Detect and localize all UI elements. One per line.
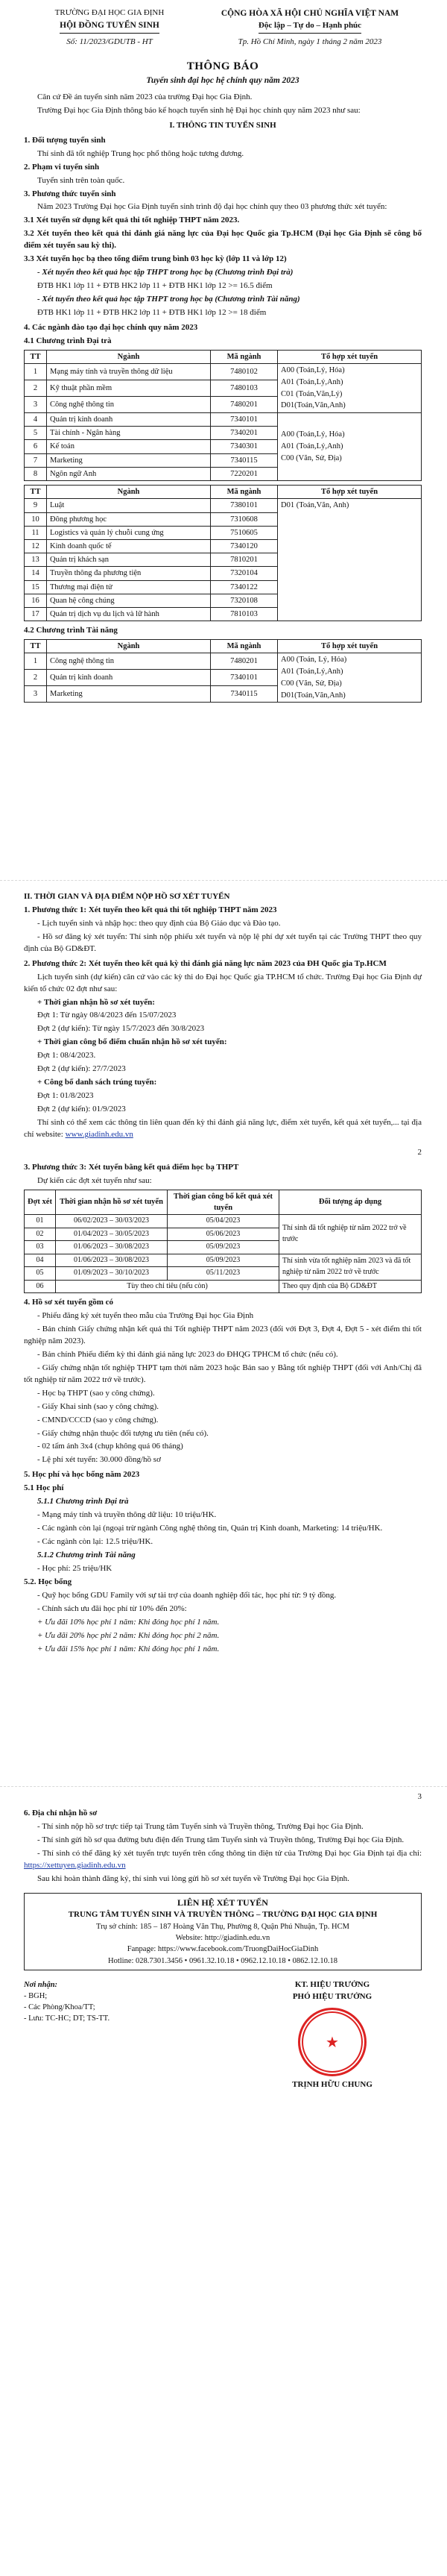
table-row [25, 653, 422, 670]
doc-date: Tp. Hồ Chí Minh, ngày 1 tháng 2 năm 2023 [238, 37, 382, 46]
cell-receive: 01/04/2023 – 30/05/2023 [56, 1228, 168, 1241]
paragraph: Đợt 1: Từ ngày 08/4/2023 đến 15/07/2023 [37, 1011, 177, 1020]
table-row [25, 1215, 422, 1228]
combo-line: A01 (Toán,Lý,Anh) [281, 377, 343, 386]
cell-code: 7320104 [211, 567, 278, 580]
paragraph: + Ưu đãi 10% học phí 1 năm: Khi đóng học phí 1 năm. [37, 1617, 220, 1627]
cell-tt: 12 [25, 539, 47, 553]
page-break [24, 1143, 422, 1162]
cell-announce: 05/06/2023 [168, 1228, 279, 1241]
cell-name: Quản trị dịch vụ du lịch và lữ hành [47, 608, 211, 621]
formula: ĐTB HK1 lớp 11 + ĐTB HK2 lớp 11 + ĐTB HK1 lớp 12 >= 16.5 điểm [37, 281, 273, 291]
list-item: - Phiếu đăng ký xét tuyển theo mẫu của Trường Đại học Gia Định [37, 1311, 254, 1321]
cell-name: Quản trị kinh doanh [47, 670, 211, 686]
cell-combo [278, 413, 422, 481]
paragraph: Đợt 2 (dự kiến): 01/9/2023 [37, 1105, 126, 1113]
table-row [25, 1254, 422, 1267]
cell-code: 7810201 [211, 553, 278, 567]
subheading: 4.1 Chương trình Đại trà [24, 336, 112, 345]
majors-table-2 [24, 485, 422, 621]
cell-tt: 2 [25, 380, 47, 397]
paragraph: Thí sinh đã tốt nghiệp Trung học phổ thông hoặc tương đương. [37, 148, 244, 158]
nation-title: CỘNG HÒA XÃ HỘI CHỦ NGHĨA VIỆT NAM [221, 9, 399, 18]
doc-subtitle: Tuyển sinh đại học hệ chính quy năm 2023 [146, 76, 299, 86]
star-icon: ★ [326, 2034, 339, 2051]
paragraph: Sau khi hoàn thành đăng ký, thí sinh vui lòng gửi hồ sơ xét tuyển về Trường Đại học Gia Định. [37, 1873, 349, 1883]
heading: 4. Các ngành đào tạo đại học chính quy năm 2023 [24, 322, 198, 332]
cell-receive: 01/06/2023 – 30/08/2023 [56, 1254, 168, 1267]
cell-code: 7320108 [211, 594, 278, 607]
note-text: Thí sinh có thể xem các thông tin liên quan đến kỳ thi đánh giá năng lực, điểm xét tuyển, kết quả xét tuyển,... tại địa chỉ website: [24, 1117, 422, 1139]
heading: 5. Học phí và học bổng năm 2023 [24, 1470, 140, 1480]
heading: 1. Phương thức 1: Xét tuyển theo kết quả thi tốt nghiệp THPT năm 2023 [24, 905, 277, 914]
cell-tt: 14 [25, 567, 47, 580]
cell-name: Đông phương học [47, 512, 211, 526]
paragraph: Đợt 2 (dự kiến): 27/7/2023 [37, 1064, 126, 1074]
combo-line: C01 (Toán,Văn,Lý) [281, 389, 343, 398]
cell-tt: 3 [25, 686, 47, 703]
cell-announce: 05/09/2023 [168, 1254, 279, 1267]
subheading: + Công bố danh sách trúng tuyển: [37, 1078, 157, 1087]
col-header: Tổ hợp xét tuyển [278, 640, 422, 653]
cell-combo [278, 364, 422, 413]
heading: 2. Phương thức 2: Xét tuyển theo kết quả kỳ thi đánh giá năng lực năm 2023 của ĐH Quốc gia Tp.HCM [24, 958, 387, 968]
paragraph: Đợt 1: 08/4/2023. [37, 1051, 96, 1061]
cell-name: Quản trị khách sạn [47, 553, 211, 567]
cell-tt: 1 [25, 653, 47, 670]
formula: ĐTB HK1 lớp 11 + ĐTB HK2 lớp 11 + ĐTB HK1 lớp 12 >= 18 điểm [37, 307, 267, 317]
paragraph: - Các ngành còn lại (ngoại trừ ngành Công nghệ thông tin, Quản trị Kinh doanh, Marketing: 14 triệu/HK. [37, 1524, 383, 1533]
cell-tt: 10 [25, 512, 47, 526]
heading: 1. Đối tượng tuyển sinh [24, 135, 106, 145]
combo-line: A00 (Toán,Lý, Hóa) [281, 366, 345, 374]
cell-dot: 02 [25, 1228, 56, 1241]
combo-line: A01 (Toán,Lý,Anh) [281, 667, 343, 676]
contact-org: TRUNG TÂM TUYỂN SINH VÀ TRUYỀN THÔNG – TRƯỜNG ĐẠI HỌC GIA ĐỊNH [68, 1910, 378, 1920]
cell-receive: Tùy theo chỉ tiêu (nếu còn) [56, 1280, 279, 1293]
combo-line: A00 (Toán,Lý, Hóa) [281, 430, 345, 439]
paragraph-text: - Thí sinh có thể đăng ký xét tuyển trực tuyến trên cổng thông tin điện tử của Trường Đại học Gia Định tại địa chỉ: [37, 1848, 422, 1858]
method-sub-title: - Xét tuyển theo kết quả học tập THPT trong học bạ (Chương trình Tài năng) [37, 295, 300, 304]
page-number: 3 [417, 1792, 422, 1801]
cell-tt: 9 [25, 499, 47, 512]
contact-website[interactable]: Website: http://giadinh.edu.vn [175, 1934, 270, 1943]
col-header: TT [25, 350, 47, 363]
col-header: Đối tượng áp dụng [279, 1190, 422, 1214]
cell-code: 7480201 [211, 397, 278, 413]
subheading: + Thời gian công bố điểm chuẩn nhận hồ sơ xét tuyển: [37, 1037, 227, 1047]
cell-code: 7340115 [211, 453, 278, 467]
cell-tt: 5 [25, 427, 47, 440]
cell-dot: 01 [25, 1215, 56, 1228]
cell-tt: 8 [25, 467, 47, 480]
page-2 [0, 880, 447, 1787]
cell-code: 7340101 [211, 670, 278, 686]
cell-tt: 3 [25, 397, 47, 413]
cell-tt: 6 [25, 440, 47, 453]
cell-code: 7480201 [211, 653, 278, 670]
recipients-heading: Nơi nhận: [24, 1980, 58, 1989]
heading: 3. Phương thức 3: Xét tuyển bằng kết quả điểm học bạ THPT [24, 1162, 239, 1172]
schedule-table [24, 1190, 422, 1293]
list-item: - Giấy chứng nhận tốt nghiệp THPT tạm thời năm 2023 hoặc Bản sao y Bằng tốt nghiệp THPT (đối với Anh/Chị đã tốt nghiệp từ năm 2022 trở về trước). [24, 1363, 422, 1384]
paragraph: + Ưu đãi 20% học phí 2 năm: Khi đóng học phí 2 năm. [37, 1630, 220, 1640]
cell-code: 7340122 [211, 580, 278, 594]
cell-dot: 04 [25, 1254, 56, 1267]
contact-address: Trụ sở chính: 185 – 187 Hoàng Văn Thụ, Phường 8, Quận Phú Nhuận, Tp. HCM [96, 1922, 349, 1931]
table-row [25, 413, 422, 427]
cell-name: Công nghệ thông tin [47, 397, 211, 413]
subheading: 4.2 Chương trình Tài năng [24, 626, 118, 635]
cell-combo [278, 653, 422, 703]
signer-block [243, 1979, 422, 2091]
cell-code: 7220201 [211, 467, 278, 480]
cell-code: 7340301 [211, 440, 278, 453]
paragraph: - Quỹ học bổng GDU Family với sự tài trợ của doanh nghiệp đối tác, học phí từ: 9 tỷ đồng. [37, 1590, 337, 1600]
subheading: 5.1.1 Chương trình Đại trà [37, 1497, 129, 1507]
cell-name: Kỹ thuật phần mềm [47, 380, 211, 397]
cell-combo: D01 (Toán,Văn, Anh) [278, 499, 422, 621]
col-header: Thời gian nhận hồ sơ xét tuyển [56, 1190, 168, 1214]
contact-heading: LIÊN HỆ XÉT TUYỂN [177, 1897, 268, 1908]
cell-dot: 06 [25, 1280, 56, 1293]
cell-tt: 15 [25, 580, 47, 594]
heading: 4. Hồ sơ xét tuyển gồm có [24, 1298, 114, 1307]
paragraph: Tuyển sinh trên toàn quốc. [37, 175, 125, 185]
table-row [25, 499, 422, 512]
paragraph: - Hồ sơ đăng ký xét tuyển: Thí sinh nộp phiếu xét tuyển và nộp lệ phí dự xét tuyển tại các Trường THPT theo quy định của Bộ GD&ĐT. [24, 932, 422, 953]
cell-announce: 05/11/2023 [168, 1267, 279, 1281]
doc-title: THÔNG BÁO [186, 60, 259, 72]
paragraph: - Mạng máy tính và truyền thông dữ liệu: 10 triệu/HK. [37, 1510, 217, 1520]
col-header: Tổ hợp xét tuyển [278, 350, 422, 363]
paragraph [24, 1848, 422, 1872]
combo-line: D01(Toán,Văn,Anh) [281, 691, 346, 700]
col-header: Ngành [47, 640, 211, 653]
section-heading: I. THÔNG TIN TUYỂN SINH [169, 120, 276, 130]
cell-code: 7340201 [211, 427, 278, 440]
paragraph: - Học phí: 25 triệu/HK [37, 1563, 112, 1573]
cell-name: Ngôn ngữ Anh [47, 467, 211, 480]
cell-code: 7510605 [211, 526, 278, 539]
cell-tt: 13 [25, 553, 47, 567]
combo-line: C00 (Văn, Sử, Địa) [281, 453, 342, 462]
list-item: - Lệ phí xét tuyển: 30.000 đồng/hồ sơ [37, 1455, 161, 1465]
cell-code: 7380101 [211, 499, 278, 512]
org-unit: HỘI ĐỒNG TUYỂN SINH [60, 19, 159, 34]
cell-name: Truyền thông đa phương tiện [47, 567, 211, 580]
cell-name: Tài chính - Ngân hàng [47, 427, 211, 440]
signer-name: TRỊNH HỮU CHUNG [292, 2079, 372, 2089]
cell-tt: 7 [25, 453, 47, 467]
recipient-item: - Các Phòng/Khoa/TT; [24, 2003, 95, 2012]
cell-code: 7340115 [211, 686, 278, 703]
cell-code: 7480103 [211, 380, 278, 397]
majors-table-3 [24, 639, 422, 703]
cell-name: Thương mại điện tử [47, 580, 211, 594]
paragraph [24, 1117, 422, 1141]
contact-box [24, 1893, 422, 1970]
page-3 [0, 1786, 447, 2576]
document-header [24, 0, 422, 48]
cell-tt: 1 [25, 364, 47, 380]
paragraph: Đợt 1: 01/8/2023 [37, 1091, 94, 1101]
method-item: 3.1 Xét tuyển sử dụng kết quả thi tốt nghiệp THPT năm 2023. [24, 216, 240, 225]
table-row [25, 1280, 422, 1293]
cell-announce: 05/09/2023 [168, 1241, 279, 1254]
col-header: Mã ngành [211, 640, 278, 653]
paragraph: Lịch tuyển sinh (dự kiến) căn cứ vào các kỳ thi do Đại học Quốc gia TP.HCM tổ chức. Trường Đại học Gia Định dự kiến tổ chức 02 đợt như sau: [24, 972, 422, 993]
combo-line: D01(Toán,Văn,Anh) [281, 401, 346, 410]
cell-name: Quan hệ công chúng [47, 594, 211, 607]
cell-dot: 05 [25, 1267, 56, 1281]
method-sub-title: - Xét tuyển theo kết quả học tập THPT trong học bạ (Chương trình Đại trà) [37, 268, 294, 277]
signer-role: PHÓ HIỆU TRƯỞNG [292, 1991, 372, 2001]
col-header: Mã ngành [211, 350, 278, 363]
combo-line: C00 (Văn, Sử, Địa) [281, 679, 342, 688]
cell-name: Marketing [47, 686, 211, 703]
col-header: Mã ngành [211, 486, 278, 499]
cell-tt: 11 [25, 526, 47, 539]
contact-fanpage[interactable]: Fanpage: https://www.facebook.com/TruongDaiHocGiaDinh [127, 1945, 319, 1954]
subheading: 5.1.2 Chương trình Tài năng [37, 1550, 136, 1559]
col-header: Thời gian công bố kết quả xét tuyển [168, 1190, 279, 1214]
cell-name: Luật [47, 499, 211, 512]
cell-name: Logistics và quản lý chuỗi cung ứng [47, 526, 211, 539]
cell-code: 7480102 [211, 364, 278, 380]
intro-line: Trường Đại học Gia Định thông báo kế hoạch tuyển sinh hệ Đại học chính quy năm 2023 như sau: [37, 105, 361, 115]
list-item: - Bản chính Giấy chứng nhận kết quả thi Tốt nghiệp THPT năm 2023 (đối với Đợt 3, Đợt 4, Đợt 5 - xét điểm thi tốt nghiệp năm 2023). [24, 1325, 422, 1345]
cell-name: Công nghệ thông tin [47, 653, 211, 670]
page-1 [0, 0, 447, 880]
subheading: 5.1 Học phí [24, 1483, 64, 1493]
paragraph: + Ưu đãi 15% học phí 1 năm: Khi đóng học phí 1 năm. [37, 1644, 220, 1653]
subheading: + Thời gian nhận hồ sơ xét tuyển: [37, 997, 155, 1007]
signature-area [24, 1979, 422, 2091]
method-item: 3.3 Xét tuyển học bạ theo tổng điểm trung bình 03 học kỳ (lớp 11 và lớp 12) [24, 254, 287, 264]
paragraph: Dự kiến các đợt xét tuyển như sau: [37, 1175, 152, 1185]
intro-line: Căn cứ Đề án tuyển sinh năm 2023 của trường Đại học Gia Định. [37, 92, 253, 101]
cell-tt: 2 [25, 670, 47, 686]
paragraph: - Các ngành còn lại: 12.5 triệu/HK. [37, 1537, 153, 1546]
paragraph: Năm 2023 Trường Đại học Gia Định tuyển sinh trình độ đại học chính quy theo 03 phương thức xét tuyển: [37, 202, 387, 212]
list-item: - Giấy chứng nhận thuộc đối tượng ưu tiên (nếu có). [37, 1428, 209, 1438]
paragraph: - Lịch tuyển sinh và nhập học: theo quy định của Bộ Giáo dục và Đào tạo. [37, 918, 281, 928]
col-header: Đợt xét [25, 1190, 56, 1214]
cell-target: Thí sinh vừa tốt nghiệp năm 2023 và đã tốt nghiệp từ năm 2022 trở về trước [279, 1254, 422, 1280]
col-header: TT [25, 486, 47, 499]
list-item: - Học bạ THPT (sao y công chứng). [37, 1388, 155, 1398]
cell-receive: 01/06/2023 – 30/08/2023 [56, 1241, 168, 1254]
col-header: Ngành [47, 350, 211, 363]
col-header: Tổ hợp xét tuyển [278, 486, 422, 499]
heading: 6. Địa chỉ nhận hồ sơ [24, 1809, 98, 1818]
cell-name: Mạng máy tính và truyền thông dữ liệu [47, 364, 211, 380]
cell-name: Quản trị kinh doanh [47, 413, 211, 427]
recipient-item: - BGH; [24, 1992, 48, 2001]
signer-for: KT. HIỆU TRƯỞNG [294, 1979, 370, 1989]
paragraph: - Thí sinh nộp hồ sơ trực tiếp tại Trung tâm Tuyển sinh và Truyền thông, Trường Đại học Gia Định. [37, 1821, 364, 1831]
cell-code: 7310608 [211, 512, 278, 526]
col-header: Ngành [47, 486, 211, 499]
subheading: 5.2. Học bổng [24, 1577, 72, 1586]
section-heading: II. THỜI GIAN VÀ ĐỊA ĐIỂM NỘP HỒ SƠ XÉT TUYỂN [24, 892, 230, 901]
paragraph: - Chính sách ưu đãi học phí từ 10% đến 20%: [37, 1603, 187, 1613]
col-header: TT [25, 640, 47, 653]
heading: 3. Phương thức tuyển sinh [24, 189, 116, 198]
cell-code: 7340101 [211, 413, 278, 427]
cell-receive: 06/02/2023 – 30/03/2023 [56, 1215, 168, 1228]
majors-table-1 [24, 350, 422, 481]
contact-hotline: Hotline: 028.7301.3456 • 0961.32.10.18 • 0962.12.10.18 • 0862.12.10.18 [108, 1956, 337, 1965]
cell-target: Thí sinh đã tốt nghiệp từ năm 2022 trở về trước [279, 1215, 422, 1254]
doc-number: Số: 11/2023/GDUTB - HT [66, 37, 153, 46]
combo-line: A01 (Toán,Lý,Anh) [281, 442, 343, 451]
heading: 2. Phạm vi tuyển sinh [24, 162, 100, 172]
cell-tt: 17 [25, 608, 47, 621]
cell-target: Theo quy định của Bộ GD&ĐT [279, 1280, 422, 1293]
list-item: - 02 tấm ảnh 3x4 (chụp không quá 06 tháng) [37, 1442, 183, 1451]
cell-tt: 16 [25, 594, 47, 607]
official-seal-icon [298, 2008, 367, 2076]
cell-receive: 01/09/2023 – 30/10/2023 [56, 1267, 168, 1281]
recipient-item: - Lưu: TC-HC; DT; TS-TT. [24, 2014, 110, 2023]
cell-announce: 05/04/2023 [168, 1215, 279, 1228]
table-row [25, 364, 422, 380]
list-item: - Giấy Khai sinh (sao y công chứng). [37, 1401, 159, 1411]
method-item: 3.2 Xét tuyển theo kết quả thi đánh giá năng lực của Đại học Quốc gia Tp.HCM (Đại học Gia Định sẽ công bố điểm xét tuyển sau kỳ thi). [24, 229, 422, 251]
motto: Độc lập – Tự do – Hạnh phúc [259, 20, 361, 34]
list-item: - Bản chính Phiếu điểm kỳ thi đánh giá năng lực 2023 do ĐHQG TPHCM tổ chức (nếu có). [37, 1349, 338, 1359]
combo-line: A00 (Toán, Lý, Hóa) [281, 656, 347, 665]
cell-dot: 03 [25, 1241, 56, 1254]
cell-tt: 4 [25, 413, 47, 427]
cell-code: 7810103 [211, 608, 278, 621]
list-item: - CMND/CCCD (sao y công chứng). [37, 1415, 159, 1424]
paragraph: Đợt 2 (dự kiến): Từ ngày 15/7/2023 đến 30/8/2023 [37, 1024, 205, 1034]
paragraph: - Thí sinh gửi hồ sơ qua đường bưu điện đến Trung tâm Tuyển sinh và Truyền thông, Trường Đại học Gia Định. [37, 1835, 405, 1844]
website-link[interactable]: www.giadinh.edu.vn [65, 1129, 133, 1139]
registration-link[interactable]: https://xettuyen.giadinh.edu.vn [24, 1860, 126, 1870]
cell-name: Marketing [47, 453, 211, 467]
org-parent: TRƯỜNG ĐẠI HỌC GIA ĐỊNH [54, 8, 165, 17]
cell-name: Kinh doanh quốc tế [47, 539, 211, 553]
recipients [24, 1979, 110, 2091]
cell-name: Kế toán [47, 440, 211, 453]
cell-code: 7340120 [211, 539, 278, 553]
page-number: 2 [417, 1147, 422, 1157]
